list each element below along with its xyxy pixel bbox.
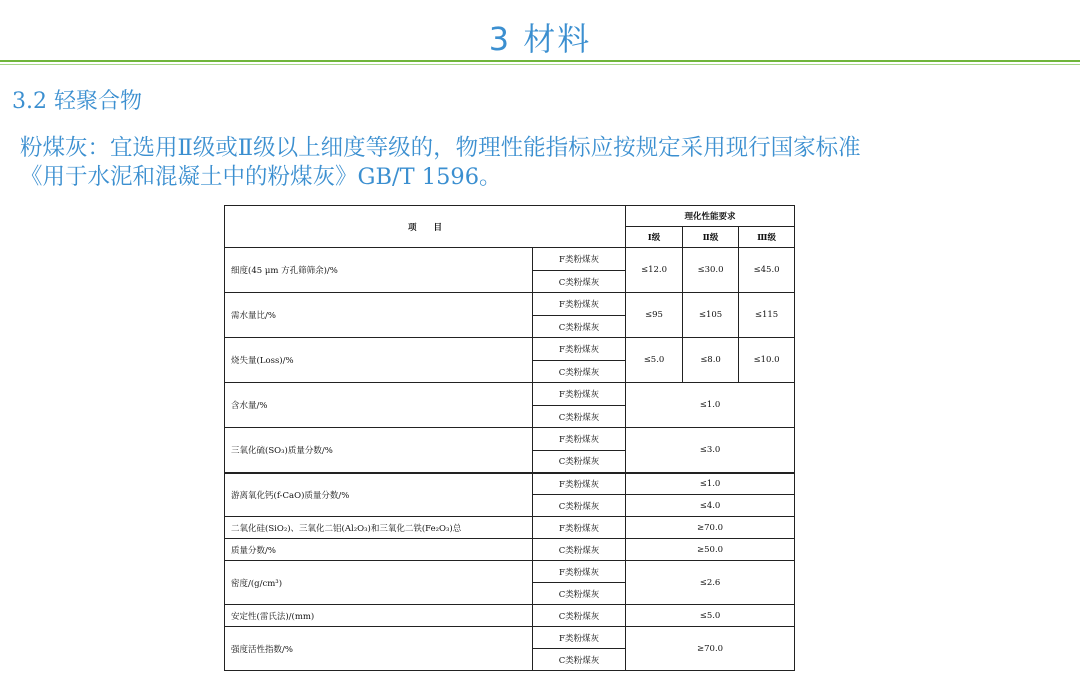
c-ash-label: C类粉煤灰: [533, 316, 626, 338]
so3-value: ≤3.0: [626, 428, 795, 473]
header-item: 项 目: [225, 206, 626, 248]
oxides-f-value: ≥70.0: [626, 517, 795, 539]
c-ash-label: C类粉煤灰: [533, 649, 626, 671]
moisture-value: ≤1.0: [626, 383, 795, 428]
fineness-grade2: ≤30.0: [683, 248, 739, 293]
title-divider-thin: [0, 64, 1080, 65]
f-ash-label: F类粉煤灰: [533, 338, 626, 361]
row-soundness-item: 安定性(雷氏法)/(mm): [225, 605, 533, 627]
c-ash-label: C类粉煤灰: [533, 539, 626, 561]
description-paragraph: [20, 134, 1075, 192]
c-ash-label: C类粉煤灰: [533, 406, 626, 428]
title-divider: [0, 60, 1080, 62]
fcao-f-value: ≤1.0: [626, 473, 795, 495]
water-demand-grade1: ≤95: [626, 293, 683, 338]
fineness-grade3: ≤45.0: [739, 248, 795, 293]
header-grade-2: Ⅱ级: [683, 227, 739, 248]
soundness-value: ≤5.0: [626, 605, 795, 627]
loss-grade2: ≤8.0: [683, 338, 739, 383]
section-heading: 3.2 轻聚合物: [12, 89, 142, 114]
fineness-grade1: ≤12.0: [626, 248, 683, 293]
c-ash-label: C类粉煤灰: [533, 271, 626, 293]
water-demand-grade2: ≤105: [683, 293, 739, 338]
description-line-2: 《用于水泥和混凝土中的粉煤灰》GB/T 1596。: [20, 164, 502, 190]
oxides-c-value: ≥50.0: [626, 539, 795, 561]
f-ash-label: F类粉煤灰: [533, 473, 626, 495]
row-strength-item: 强度活性指数/%: [225, 627, 533, 671]
row-density-item: 密度/(g/cm³): [225, 561, 533, 605]
f-ash-label: F类粉煤灰: [533, 627, 626, 649]
row-water-demand-item: 需水量比/%: [225, 293, 533, 338]
header-grade-3: Ⅲ级: [739, 227, 795, 248]
header-grade-1: Ⅰ级: [626, 227, 683, 248]
f-ash-label: F类粉煤灰: [533, 248, 626, 271]
c-ash-label: C类粉煤灰: [533, 583, 626, 605]
fly-ash-spec-table: [224, 205, 794, 671]
water-demand-grade3: ≤115: [739, 293, 795, 338]
f-ash-label: F类粉煤灰: [533, 517, 626, 539]
slide-title: 3 材料: [488, 20, 592, 58]
header-requirements: 理化性能要求: [626, 206, 795, 227]
row-loss-item: 烧失量(Loss)/%: [225, 338, 533, 383]
f-ash-label: F类粉煤灰: [533, 383, 626, 406]
row-moisture-item: 含水量/%: [225, 383, 533, 428]
density-value: ≤2.6: [626, 561, 795, 605]
c-ash-label: C类粉煤灰: [533, 451, 626, 473]
c-ash-label: C类粉煤灰: [533, 495, 626, 517]
row-so3-item: 三氧化硫(SO₃)质量分数/%: [225, 428, 533, 473]
row-fineness-item: 细度(45 μm 方孔筛筛余)/%: [225, 248, 533, 293]
c-ash-label: C类粉煤灰: [533, 605, 626, 627]
f-ash-label: F类粉煤灰: [533, 561, 626, 583]
strength-value: ≥70.0: [626, 627, 795, 671]
loss-grade1: ≤5.0: [626, 338, 683, 383]
row-fcao-item: 游离氧化钙(f-CaO)质量分数/%: [225, 473, 533, 517]
f-ash-label: F类粉煤灰: [533, 428, 626, 451]
c-ash-label: C类粉煤灰: [533, 361, 626, 383]
row-oxides-item-line1: 二氧化硅(SiO₂)、三氧化二铝(Al₂O₃)和三氧化二铁(Fe₂O₃)总: [225, 517, 533, 539]
row-oxides-item-line2: 质量分数/%: [225, 539, 533, 561]
fcao-c-value: ≤4.0: [626, 495, 795, 517]
description-line-1: 粉煤灰：宜选用Ⅱ级或Ⅱ级以上细度等级的，物理性能指标应按规定采用现行国家标准: [20, 135, 861, 161]
loss-grade3: ≤10.0: [739, 338, 795, 383]
f-ash-label: F类粉煤灰: [533, 293, 626, 316]
